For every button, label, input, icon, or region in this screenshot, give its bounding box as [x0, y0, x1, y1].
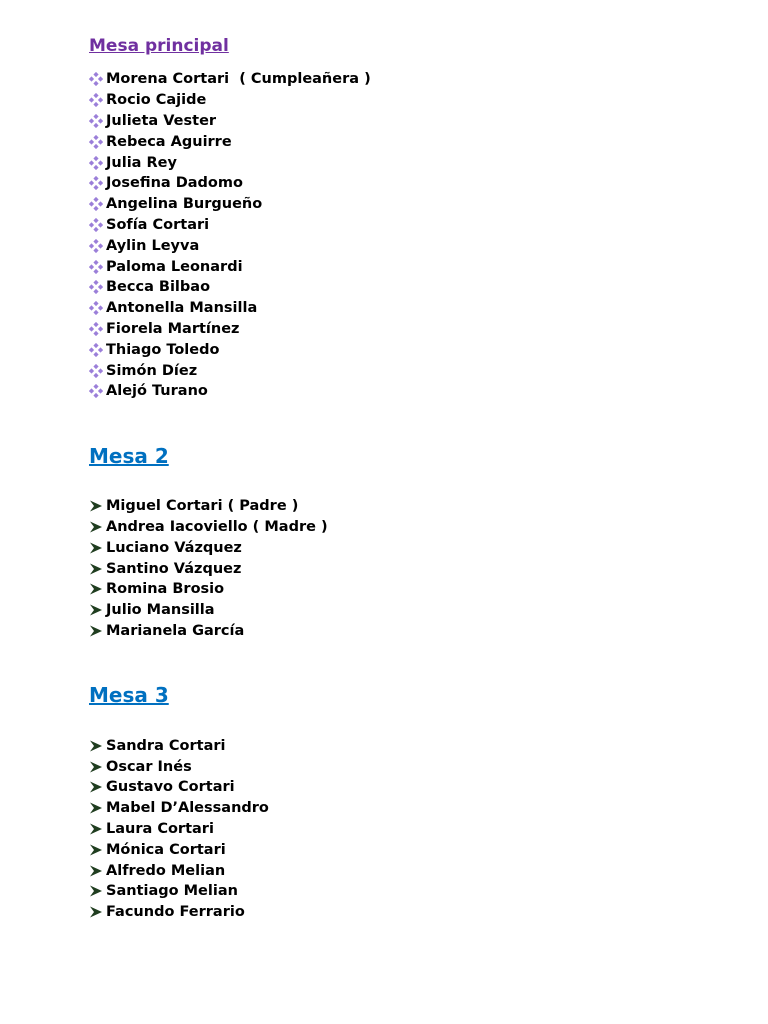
- guest-list-item: [89, 819, 689, 840]
- diamond-bullet-icon: [89, 322, 106, 336]
- arrow-bullet-icon: [89, 541, 106, 555]
- section-title-mesa-3: Mesa 3: [89, 683, 169, 708]
- guest-list-item: [89, 152, 689, 173]
- arrow-bullet-icon: [89, 562, 106, 576]
- diamond-bullet-icon: [89, 301, 106, 315]
- guest-list-item: [89, 215, 689, 236]
- diamond-bullet-icon: [89, 93, 106, 107]
- guest-list-item: [89, 381, 689, 402]
- guest-name: Fiorela Martínez: [106, 320, 240, 337]
- guest-list-item: [89, 735, 689, 756]
- arrow-bullet-icon: [89, 739, 106, 753]
- guest-list-item: [89, 860, 689, 881]
- guest-list-item: [89, 517, 689, 538]
- guest-list-item: [89, 496, 689, 517]
- guest-name: Simón Díez: [106, 362, 198, 379]
- guest-name: Alejó Turano: [106, 383, 208, 400]
- guest-name: Sofía Cortari: [106, 216, 210, 233]
- guest-list-item: [89, 798, 689, 819]
- guest-name: Miguel Cortari ( Padre ): [106, 498, 299, 515]
- guest-name: Luciano Vázquez: [106, 539, 242, 556]
- arrow-bullet-icon: [89, 822, 106, 836]
- guest-name: Alfredo Melian: [106, 862, 226, 879]
- guest-list-item: [89, 881, 689, 902]
- guest-name: Julia Rey: [106, 154, 177, 171]
- section-title-mesa-2: Mesa 2: [89, 443, 169, 468]
- guest-list-mesa-2: [89, 496, 689, 642]
- guest-list-item: [89, 537, 689, 558]
- guest-list-item: [89, 256, 689, 277]
- guest-list-item: [89, 131, 689, 152]
- guest-list-item: [89, 111, 689, 132]
- guest-name: Rebeca Aguirre: [106, 133, 232, 150]
- diamond-bullet-icon: [89, 72, 106, 86]
- guest-name: Julieta Vester: [106, 112, 217, 129]
- arrow-bullet-icon: [89, 760, 106, 774]
- guest-name: Mónica Cortari: [106, 841, 226, 858]
- guest-list-item: [89, 839, 689, 860]
- guest-name: Andrea Iacoviello ( Madre ): [106, 518, 328, 535]
- guest-list-item: [89, 319, 689, 340]
- diamond-bullet-icon: [89, 384, 106, 398]
- guest-name: Oscar Inés: [106, 758, 192, 775]
- guest-name: Mabel D’Alessandro: [106, 800, 269, 817]
- diamond-bullet-icon: [89, 114, 106, 128]
- guest-list-item: [89, 902, 689, 923]
- diamond-bullet-icon: [89, 197, 106, 211]
- section-title-mesa-principal: Mesa principal: [89, 36, 229, 56]
- arrow-bullet-icon: [89, 520, 106, 534]
- diamond-bullet-icon: [89, 218, 106, 232]
- diamond-bullet-icon: [89, 343, 106, 357]
- guest-list-item: [89, 69, 689, 90]
- guest-list-item: [89, 579, 689, 600]
- guest-list-item: [89, 90, 689, 111]
- diamond-bullet-icon: [89, 176, 106, 190]
- guest-list-item: [89, 777, 689, 798]
- diamond-bullet-icon: [89, 239, 106, 253]
- arrow-bullet-icon: [89, 864, 106, 878]
- guest-list-item: [89, 173, 689, 194]
- guest-list-item: [89, 360, 689, 381]
- arrow-bullet-icon: [89, 905, 106, 919]
- guest-name: Marianela García: [106, 622, 245, 639]
- arrow-bullet-icon: [89, 603, 106, 617]
- guest-name: Aylin Leyva: [106, 237, 200, 254]
- diamond-bullet-icon: [89, 280, 106, 294]
- arrow-bullet-icon: [89, 801, 106, 815]
- guest-name: Sandra Cortari: [106, 737, 226, 754]
- guest-name: Julio Mansilla: [106, 602, 215, 619]
- guest-name: Santino Vázquez: [106, 560, 242, 577]
- guest-list-item: [89, 235, 689, 256]
- guest-name: Thiago Toledo: [106, 341, 220, 358]
- guest-name: Santiago Melian: [106, 883, 238, 900]
- guest-list-mesa-3: [89, 735, 689, 922]
- diamond-bullet-icon: [89, 364, 106, 378]
- arrow-bullet-icon: [89, 499, 106, 513]
- guest-name: Romina Brosio: [106, 581, 225, 598]
- guest-name: Antonella Mansilla: [106, 300, 258, 317]
- guest-name: Gustavo Cortari: [106, 779, 235, 796]
- guest-name: Josefina Dadomo: [106, 175, 243, 192]
- guest-list-item: [89, 339, 689, 360]
- guest-name: Becca Bilbao: [106, 279, 211, 296]
- guest-list-item: [89, 600, 689, 621]
- arrow-bullet-icon: [89, 780, 106, 794]
- guest-name: Rocio Cajide: [106, 92, 207, 109]
- guest-list-item: [89, 621, 689, 642]
- guest-name: Morena Cortari ( Cumpleañera ): [106, 71, 371, 88]
- guest-list-item: [89, 756, 689, 777]
- guest-name: Facundo Ferrario: [106, 904, 245, 921]
- diamond-bullet-icon: [89, 260, 106, 274]
- diamond-bullet-icon: [89, 135, 106, 149]
- guest-name: Paloma Leonardi: [106, 258, 243, 275]
- arrow-bullet-icon: [89, 624, 106, 638]
- guest-list-item: [89, 277, 689, 298]
- arrow-bullet-icon: [89, 582, 106, 596]
- guest-list-item: [89, 558, 689, 579]
- arrow-bullet-icon: [89, 843, 106, 857]
- guest-list-item: [89, 298, 689, 319]
- guest-list-mesa-principal: [89, 69, 689, 402]
- document-page: [89, 34, 689, 923]
- guest-list-item: [89, 194, 689, 215]
- guest-name: Laura Cortari: [106, 820, 214, 837]
- guest-name: Angelina Burgueño: [106, 196, 263, 213]
- arrow-bullet-icon: [89, 884, 106, 898]
- diamond-bullet-icon: [89, 156, 106, 170]
